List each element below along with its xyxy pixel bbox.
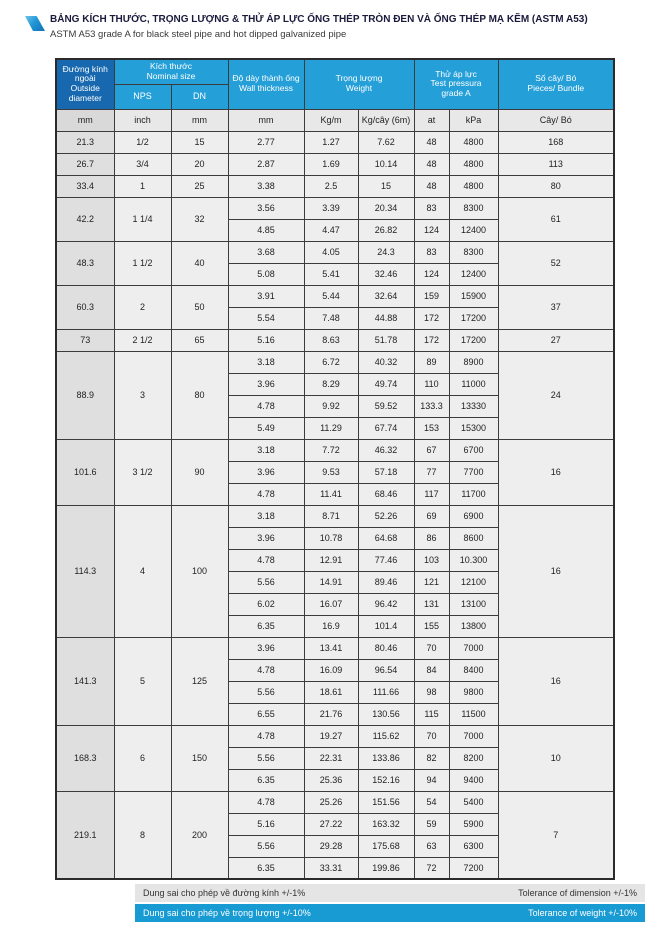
pressure-kpa-cell: 8900 xyxy=(449,351,498,373)
wall-thickness-cell: 5.54 xyxy=(228,307,304,329)
dn-cell: 20 xyxy=(171,153,228,175)
wall-thickness-cell: 5.56 xyxy=(228,835,304,857)
wall-thickness-cell: 3.56 xyxy=(228,197,304,219)
header-pieces-vi: Số cây/ Bó xyxy=(535,73,577,84)
weight-kg-m-cell: 25.26 xyxy=(304,791,358,813)
weight-kg-m-cell: 16.07 xyxy=(304,593,358,615)
header-outside-diameter xyxy=(56,59,114,109)
dn-cell: 90 xyxy=(171,439,228,505)
pieces-cell: 61 xyxy=(498,197,614,241)
nps-cell: 3 xyxy=(114,351,171,439)
wall-thickness-cell: 5.56 xyxy=(228,681,304,703)
weight-kg-cay-cell: 44.88 xyxy=(358,307,414,329)
pressure-at-cell: 131 xyxy=(414,593,449,615)
wall-thickness-cell: 3.96 xyxy=(228,637,304,659)
pressure-kpa-cell: 13330 xyxy=(449,395,498,417)
od-cell: 60.3 xyxy=(56,285,114,329)
wall-thickness-cell: 3.91 xyxy=(228,285,304,307)
weight-kg-m-cell: 5.41 xyxy=(304,263,358,285)
pressure-at-cell: 153 xyxy=(414,417,449,439)
pieces-cell: 80 xyxy=(498,175,614,197)
pressure-at-cell: 70 xyxy=(414,725,449,747)
tolerance-weight-en: Tolerance of weight +/-10% xyxy=(528,908,637,918)
od-cell: 141.3 xyxy=(56,637,114,725)
wall-thickness-cell: 5.08 xyxy=(228,263,304,285)
weight-kg-m-cell: 2.5 xyxy=(304,175,358,197)
pressure-kpa-cell: 7200 xyxy=(449,857,498,879)
dn-cell: 15 xyxy=(171,131,228,153)
od-cell: 88.9 xyxy=(56,351,114,439)
wall-thickness-cell: 3.96 xyxy=(228,527,304,549)
header-test-pressure-en: Test pressura xyxy=(430,78,482,89)
header-wall-thickness-vi: Độ dày thành ống xyxy=(232,73,300,84)
table-row xyxy=(56,637,614,659)
pressure-at-cell: 86 xyxy=(414,527,449,549)
pressure-kpa-cell: 6900 xyxy=(449,505,498,527)
table-row xyxy=(56,241,614,263)
pressure-at-cell: 133.3 xyxy=(414,395,449,417)
pieces-cell: 24 xyxy=(498,351,614,439)
weight-kg-m-cell: 1.69 xyxy=(304,153,358,175)
pressure-kpa-cell: 13800 xyxy=(449,615,498,637)
weight-kg-cay-cell: 152.16 xyxy=(358,769,414,791)
weight-kg-m-cell: 11.41 xyxy=(304,483,358,505)
pressure-kpa-cell: 11000 xyxy=(449,373,498,395)
tolerance-dimension-en: Tolerance of dimension +/-1% xyxy=(518,888,637,898)
weight-kg-cay-cell: 57.18 xyxy=(358,461,414,483)
weight-kg-m-cell: 5.44 xyxy=(304,285,358,307)
weight-kg-m-cell: 25.36 xyxy=(304,769,358,791)
unit-od: mm xyxy=(56,109,114,131)
unit-kpa: kPa xyxy=(449,109,498,131)
weight-kg-m-cell: 8.71 xyxy=(304,505,358,527)
weight-kg-m-cell: 21.76 xyxy=(304,703,358,725)
pieces-cell: 27 xyxy=(498,329,614,351)
table-row xyxy=(56,153,614,175)
header-wall-thickness xyxy=(228,59,304,109)
pressure-at-cell: 94 xyxy=(414,769,449,791)
tolerance-weight-vi: Dung sai cho phép về trọng lượng +/-10% xyxy=(143,908,311,918)
dn-cell: 200 xyxy=(171,791,228,879)
pressure-kpa-cell: 9400 xyxy=(449,769,498,791)
weight-kg-cay-cell: 89.46 xyxy=(358,571,414,593)
pressure-kpa-cell: 8300 xyxy=(449,197,498,219)
pressure-at-cell: 110 xyxy=(414,373,449,395)
wall-thickness-cell: 6.02 xyxy=(228,593,304,615)
pressure-at-cell: 63 xyxy=(414,835,449,857)
wall-thickness-cell: 5.56 xyxy=(228,571,304,593)
pieces-cell: 7 xyxy=(498,791,614,879)
dn-cell: 80 xyxy=(171,351,228,439)
pressure-at-cell: 83 xyxy=(414,241,449,263)
weight-kg-m-cell: 29.28 xyxy=(304,835,358,857)
wall-thickness-cell: 3.96 xyxy=(228,461,304,483)
weight-kg-m-cell: 4.05 xyxy=(304,241,358,263)
weight-kg-m-cell: 10.78 xyxy=(304,527,358,549)
header-nps: NPS xyxy=(114,84,171,109)
pressure-at-cell: 54 xyxy=(414,791,449,813)
od-cell: 73 xyxy=(56,329,114,351)
header-weight-en: Weight xyxy=(345,83,373,94)
pressure-kpa-cell: 8300 xyxy=(449,241,498,263)
pressure-at-cell: 117 xyxy=(414,483,449,505)
weight-kg-cay-cell: 77.46 xyxy=(358,549,414,571)
pressure-kpa-cell: 17200 xyxy=(449,329,498,351)
table-row xyxy=(56,725,614,747)
pressure-kpa-cell: 15300 xyxy=(449,417,498,439)
wall-thickness-cell: 3.18 xyxy=(228,439,304,461)
weight-kg-cay-cell: 67.74 xyxy=(358,417,414,439)
weight-kg-cay-cell: 15 xyxy=(358,175,414,197)
nps-cell: 1/2 xyxy=(114,131,171,153)
wall-thickness-cell: 3.68 xyxy=(228,241,304,263)
pressure-kpa-cell: 12400 xyxy=(449,219,498,241)
pressure-kpa-cell: 4800 xyxy=(449,153,498,175)
dn-cell: 65 xyxy=(171,329,228,351)
pressure-at-cell: 124 xyxy=(414,263,449,285)
pressure-kpa-cell: 7700 xyxy=(449,461,498,483)
pressure-at-cell: 48 xyxy=(414,175,449,197)
wall-thickness-cell: 4.85 xyxy=(228,219,304,241)
weight-kg-cay-cell: 7.62 xyxy=(358,131,414,153)
nps-cell: 6 xyxy=(114,725,171,791)
nps-cell: 2 xyxy=(114,285,171,329)
weight-kg-cay-cell: 115.62 xyxy=(358,725,414,747)
pipe-spec-table xyxy=(55,58,615,880)
pressure-at-cell: 172 xyxy=(414,307,449,329)
pressure-at-cell: 77 xyxy=(414,461,449,483)
header-nominal-size-en: Nominal size xyxy=(146,70,196,81)
nps-cell: 3/4 xyxy=(114,153,171,175)
pressure-at-cell: 84 xyxy=(414,659,449,681)
weight-kg-cay-cell: 111.66 xyxy=(358,681,414,703)
pressure-at-cell: 124 xyxy=(414,219,449,241)
pieces-cell: 10 xyxy=(498,725,614,791)
table-row xyxy=(56,505,614,527)
weight-kg-m-cell: 13.41 xyxy=(304,637,358,659)
page-title: BẢNG KÍCH THƯỚC, TRỌNG LƯỢNG & THỬ ÁP LỰC ỐNG THÉP TRÒN ĐEN VÀ ỐNG THÉP MẠ KẼM (ASTM A53) xyxy=(50,14,588,25)
weight-kg-cay-cell: 68.46 xyxy=(358,483,414,505)
pieces-cell: 16 xyxy=(498,439,614,505)
header-wall-thickness-en: Wall thickness xyxy=(238,83,293,94)
weight-kg-cay-cell: 151.56 xyxy=(358,791,414,813)
pressure-kpa-cell: 6300 xyxy=(449,835,498,857)
nps-cell: 2 1/2 xyxy=(114,329,171,351)
header-outside-diameter-vi: Đường kính ngoài xyxy=(62,63,108,84)
unit-dn: mm xyxy=(171,109,228,131)
pressure-kpa-cell: 17200 xyxy=(449,307,498,329)
wall-thickness-cell: 5.56 xyxy=(228,747,304,769)
od-cell: 219.1 xyxy=(56,791,114,879)
pressure-kpa-cell: 12100 xyxy=(449,571,498,593)
pressure-at-cell: 159 xyxy=(414,285,449,307)
unit-at: at xyxy=(414,109,449,131)
table-body xyxy=(56,109,614,879)
weight-kg-cay-cell: 96.42 xyxy=(358,593,414,615)
pressure-at-cell: 48 xyxy=(414,131,449,153)
nps-cell: 1 xyxy=(114,175,171,197)
table-row xyxy=(56,131,614,153)
tolerance-dimension-vi: Dung sai cho phép về đường kính +/-1% xyxy=(143,888,306,898)
pressure-kpa-cell: 9800 xyxy=(449,681,498,703)
weight-kg-m-cell: 3.39 xyxy=(304,197,358,219)
header-dn: DN xyxy=(171,84,228,109)
weight-kg-cay-cell: 24.3 xyxy=(358,241,414,263)
wall-thickness-cell: 6.55 xyxy=(228,703,304,725)
weight-kg-cay-cell: 175.68 xyxy=(358,835,414,857)
wall-thickness-cell: 2.87 xyxy=(228,153,304,175)
pressure-at-cell: 67 xyxy=(414,439,449,461)
pressure-kpa-cell: 4800 xyxy=(449,175,498,197)
weight-kg-cay-cell: 101.4 xyxy=(358,615,414,637)
weight-kg-m-cell: 1.27 xyxy=(304,131,358,153)
pressure-at-cell: 103 xyxy=(414,549,449,571)
table-row xyxy=(56,175,614,197)
weight-kg-cay-cell: 163.32 xyxy=(358,813,414,835)
wall-thickness-cell: 4.78 xyxy=(228,395,304,417)
pressure-kpa-cell: 8600 xyxy=(449,527,498,549)
nps-cell: 1 1/2 xyxy=(114,241,171,285)
pressure-kpa-cell: 5900 xyxy=(449,813,498,835)
wall-thickness-cell: 5.16 xyxy=(228,813,304,835)
od-cell: 33.4 xyxy=(56,175,114,197)
weight-kg-cay-cell: 46.32 xyxy=(358,439,414,461)
unit-wall: mm xyxy=(228,109,304,131)
table-row xyxy=(56,351,614,373)
unit-pieces: Cây/ Bó xyxy=(498,109,614,131)
pressure-kpa-cell: 11500 xyxy=(449,703,498,725)
dn-cell: 150 xyxy=(171,725,228,791)
weight-kg-m-cell: 9.53 xyxy=(304,461,358,483)
weight-kg-m-cell: 9.92 xyxy=(304,395,358,417)
pressure-kpa-cell: 7000 xyxy=(449,725,498,747)
weight-kg-m-cell: 7.48 xyxy=(304,307,358,329)
weight-kg-m-cell: 22.31 xyxy=(304,747,358,769)
tolerance-dimension-bar xyxy=(135,884,645,902)
weight-kg-cay-cell: 199.86 xyxy=(358,857,414,879)
wall-thickness-cell: 4.78 xyxy=(228,549,304,571)
pressure-kpa-cell: 12400 xyxy=(449,263,498,285)
weight-kg-m-cell: 7.72 xyxy=(304,439,358,461)
od-cell: 21.3 xyxy=(56,131,114,153)
weight-kg-cay-cell: 32.64 xyxy=(358,285,414,307)
pieces-cell: 168 xyxy=(498,131,614,153)
weight-kg-m-cell: 8.29 xyxy=(304,373,358,395)
weight-kg-cay-cell: 64.68 xyxy=(358,527,414,549)
tolerance-weight-bar xyxy=(135,904,645,922)
weight-kg-cay-cell: 51.78 xyxy=(358,329,414,351)
pressure-at-cell: 70 xyxy=(414,637,449,659)
dn-cell: 40 xyxy=(171,241,228,285)
wall-thickness-cell: 3.38 xyxy=(228,175,304,197)
od-cell: 101.6 xyxy=(56,439,114,505)
pressure-at-cell: 155 xyxy=(414,615,449,637)
weight-kg-cay-cell: 59.52 xyxy=(358,395,414,417)
pressure-kpa-cell: 4800 xyxy=(449,131,498,153)
pieces-cell: 16 xyxy=(498,505,614,637)
pressure-at-cell: 89 xyxy=(414,351,449,373)
weight-kg-cay-cell: 32.46 xyxy=(358,263,414,285)
pieces-cell: 52 xyxy=(498,241,614,285)
pressure-at-cell: 82 xyxy=(414,747,449,769)
pressure-kpa-cell: 8400 xyxy=(449,659,498,681)
pressure-at-cell: 98 xyxy=(414,681,449,703)
weight-kg-cay-cell: 80.46 xyxy=(358,637,414,659)
pressure-at-cell: 69 xyxy=(414,505,449,527)
weight-kg-m-cell: 8.63 xyxy=(304,329,358,351)
weight-kg-m-cell: 33.31 xyxy=(304,857,358,879)
nps-cell: 1 1/4 xyxy=(114,197,171,241)
dn-cell: 50 xyxy=(171,285,228,329)
table-row xyxy=(56,285,614,307)
header-outside-diameter-en: Outside diameter xyxy=(68,83,102,104)
dn-cell: 25 xyxy=(171,175,228,197)
wall-thickness-cell: 2.77 xyxy=(228,131,304,153)
wall-thickness-cell: 6.35 xyxy=(228,615,304,637)
unit-row xyxy=(56,109,614,131)
table-row xyxy=(56,439,614,461)
unit-nps: inch xyxy=(114,109,171,131)
wall-thickness-cell: 6.35 xyxy=(228,857,304,879)
pressure-kpa-cell: 13100 xyxy=(449,593,498,615)
header-test-pressure-grade: grade A xyxy=(441,88,471,99)
wall-thickness-cell: 6.35 xyxy=(228,769,304,791)
weight-kg-cay-cell: 20.34 xyxy=(358,197,414,219)
table-header xyxy=(56,59,614,109)
dn-cell: 125 xyxy=(171,637,228,725)
weight-kg-cay-cell: 96.54 xyxy=(358,659,414,681)
wall-thickness-cell: 4.78 xyxy=(228,659,304,681)
pipe-spec-table-wrap xyxy=(55,58,615,880)
weight-kg-cay-cell: 133.86 xyxy=(358,747,414,769)
unit-kg-m: Kg/m xyxy=(304,109,358,131)
pressure-kpa-cell: 8200 xyxy=(449,747,498,769)
nps-cell: 4 xyxy=(114,505,171,637)
pressure-at-cell: 172 xyxy=(414,329,449,351)
header-nominal-size-vi: Kích thước xyxy=(150,60,192,71)
wall-thickness-cell: 5.49 xyxy=(228,417,304,439)
wall-thickness-cell: 4.78 xyxy=(228,725,304,747)
od-cell: 26.7 xyxy=(56,153,114,175)
weight-kg-cay-cell: 26.82 xyxy=(358,219,414,241)
wall-thickness-cell: 4.78 xyxy=(228,483,304,505)
header-pieces-bundle xyxy=(498,59,614,109)
pressure-at-cell: 48 xyxy=(414,153,449,175)
pressure-at-cell: 121 xyxy=(414,571,449,593)
weight-kg-m-cell: 12.91 xyxy=(304,549,358,571)
unit-kg-cay: Kg/cây (6m) xyxy=(358,109,414,131)
wall-thickness-cell: 5.16 xyxy=(228,329,304,351)
brand-swoosh-icon xyxy=(25,16,45,31)
pieces-cell: 37 xyxy=(498,285,614,329)
table-row xyxy=(56,197,614,219)
pressure-kpa-cell: 7000 xyxy=(449,637,498,659)
weight-kg-m-cell: 16.09 xyxy=(304,659,358,681)
nps-cell: 8 xyxy=(114,791,171,879)
pressure-kpa-cell: 5400 xyxy=(449,791,498,813)
header-test-pressure xyxy=(414,59,498,109)
od-cell: 168.3 xyxy=(56,725,114,791)
header-weight xyxy=(304,59,414,109)
table-row xyxy=(56,791,614,813)
pieces-cell: 16 xyxy=(498,637,614,725)
od-cell: 114.3 xyxy=(56,505,114,637)
wall-thickness-cell: 3.96 xyxy=(228,373,304,395)
pressure-kpa-cell: 10.300 xyxy=(449,549,498,571)
od-cell: 42.2 xyxy=(56,197,114,241)
pressure-at-cell: 115 xyxy=(414,703,449,725)
weight-kg-cay-cell: 40.32 xyxy=(358,351,414,373)
header-pieces-en: Pieces/ Bundle xyxy=(527,83,585,94)
nps-cell: 5 xyxy=(114,637,171,725)
weight-kg-m-cell: 4.47 xyxy=(304,219,358,241)
wall-thickness-cell: 3.18 xyxy=(228,505,304,527)
wall-thickness-cell: 4.78 xyxy=(228,791,304,813)
weight-kg-cay-cell: 10.14 xyxy=(358,153,414,175)
page-subtitle: ASTM A53 grade A for black steel pipe and hot dipped galvanized pipe xyxy=(50,29,347,40)
weight-kg-cay-cell: 130.56 xyxy=(358,703,414,725)
pieces-cell: 113 xyxy=(498,153,614,175)
header-nominal-size xyxy=(114,59,228,84)
weight-kg-m-cell: 27.22 xyxy=(304,813,358,835)
pressure-at-cell: 83 xyxy=(414,197,449,219)
pressure-at-cell: 72 xyxy=(414,857,449,879)
header-test-pressure-vi: Thử áp lực xyxy=(435,68,477,79)
dn-cell: 32 xyxy=(171,197,228,241)
od-cell: 48.3 xyxy=(56,241,114,285)
pressure-kpa-cell: 6700 xyxy=(449,439,498,461)
weight-kg-m-cell: 18.61 xyxy=(304,681,358,703)
wall-thickness-cell: 3.18 xyxy=(228,351,304,373)
pressure-kpa-cell: 11700 xyxy=(449,483,498,505)
weight-kg-cay-cell: 52.26 xyxy=(358,505,414,527)
table-row xyxy=(56,329,614,351)
weight-kg-m-cell: 16.9 xyxy=(304,615,358,637)
pressure-kpa-cell: 15900 xyxy=(449,285,498,307)
weight-kg-m-cell: 14.91 xyxy=(304,571,358,593)
weight-kg-cay-cell: 49.74 xyxy=(358,373,414,395)
pressure-at-cell: 59 xyxy=(414,813,449,835)
dn-cell: 100 xyxy=(171,505,228,637)
weight-kg-m-cell: 6.72 xyxy=(304,351,358,373)
nps-cell: 3 1/2 xyxy=(114,439,171,505)
weight-kg-m-cell: 19.27 xyxy=(304,725,358,747)
weight-kg-m-cell: 11.29 xyxy=(304,417,358,439)
header-weight-vi: Trọng lượng xyxy=(335,73,383,84)
